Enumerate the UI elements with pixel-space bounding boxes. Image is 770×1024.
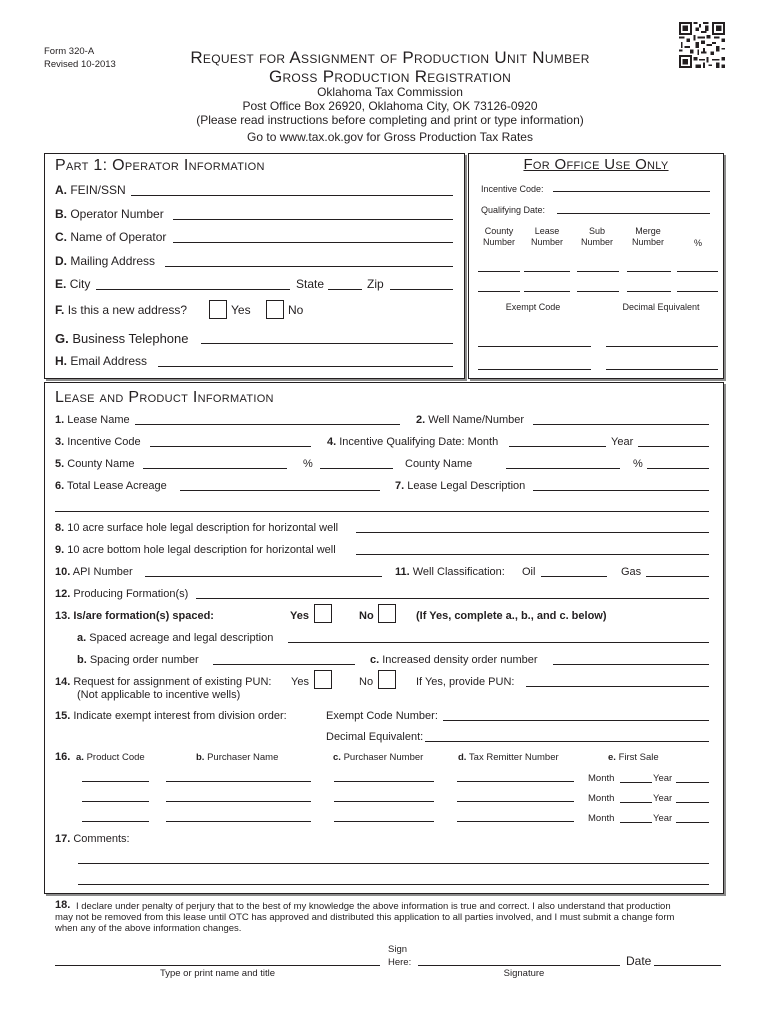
office-sub-number-field-2[interactable] [577, 291, 619, 292]
tax-remitter-field-1[interactable] [457, 781, 574, 782]
density-order-field[interactable] [553, 664, 709, 665]
well-name-field[interactable] [533, 424, 709, 425]
new-address-no-checkbox[interactable] [266, 300, 284, 319]
formations-spaced-no-checkbox[interactable] [378, 604, 396, 623]
provide-pun-label: If Yes, provide PUN: [416, 676, 515, 688]
office-decimal-equivalent-header: Decimal Equivalent [622, 302, 700, 312]
product-table-number: 16. [55, 751, 71, 763]
existing-pun-note: (Not applicable to incentive wells) [77, 689, 241, 701]
city-field[interactable] [96, 289, 290, 290]
formations-spaced-no-label: No [359, 610, 374, 622]
formations-spaced-yes-checkbox[interactable] [314, 604, 332, 623]
office-percent-field-2[interactable] [677, 291, 718, 292]
form-revised-date: Revised 10-2013 [44, 59, 116, 70]
purchaser-number-field-3[interactable] [334, 821, 434, 822]
legal-description-field-continued[interactable] [55, 511, 709, 512]
sign-here-label: Here: [388, 957, 412, 968]
api-number-label: 10. API Number [55, 566, 133, 578]
first-sale-month-label-3: Month [588, 813, 615, 824]
office-percent-field-1[interactable] [677, 271, 718, 272]
first-sale-month-field-2[interactable] [620, 802, 652, 803]
producing-formations-field[interactable] [196, 598, 709, 599]
county-name-label: 5. County Name [55, 458, 135, 470]
mailing-address-field[interactable] [165, 266, 453, 267]
lease-name-field[interactable] [135, 424, 400, 425]
email-label: H. Email Address [55, 354, 148, 368]
fein-field[interactable] [131, 195, 453, 196]
zip-label: Zip [367, 277, 384, 291]
printed-name-caption: Type or print name and title [159, 968, 276, 979]
office-exempt-code-field-1[interactable] [478, 346, 591, 347]
provide-pun-field[interactable] [526, 686, 709, 687]
new-address-no-label: No [288, 303, 304, 317]
first-sale-year-field-2[interactable] [676, 802, 709, 803]
fein-label: A. FEIN/SSN [55, 183, 126, 197]
date-field[interactable] [654, 965, 721, 966]
incentive-year-label: Year [611, 436, 634, 448]
office-incentive-code-field[interactable] [553, 191, 710, 192]
signature-field[interactable] [418, 965, 620, 966]
business-telephone-field[interactable] [201, 343, 453, 344]
formations-spaced-note: (If Yes, complete a., b., and c. below) [416, 610, 607, 622]
operator-name-field[interactable] [173, 242, 453, 243]
existing-pun-no-label: No [359, 676, 374, 688]
tax-website: Go to www.tax.ok.gov for Gross Production Tax Rates [247, 130, 533, 144]
total-acreage-label: 6. Total Lease Acreage [55, 480, 167, 492]
office-county-number-header: County Number [482, 226, 515, 247]
new-address-yes-label: Yes [231, 303, 251, 317]
incentive-year-field[interactable] [638, 446, 709, 447]
purchaser-number-header: c. Purchaser Number [333, 752, 424, 763]
exempt-code-number-label: Exempt Code Number: [326, 710, 438, 722]
product-code-field-2[interactable] [82, 801, 149, 802]
first-sale-year-field-3[interactable] [676, 822, 709, 823]
county-percent-2-label: % [633, 458, 643, 470]
purchaser-name-header: b. Purchaser Name [196, 752, 279, 763]
incentive-date-label: 4. Incentive Qualifying Date: Month [327, 436, 499, 448]
date-label: Date [626, 954, 652, 968]
office-qualifying-date-label: Qualifying Date: [481, 205, 546, 215]
state-label: State [296, 277, 325, 291]
office-percent-header: % [693, 238, 702, 248]
office-merge-number-header: Merge Number [631, 226, 664, 247]
spaced-acreage-field[interactable] [288, 642, 709, 643]
incentive-code-label: 3. Incentive Code [55, 436, 141, 448]
office-lease-number-field-2[interactable] [524, 291, 570, 292]
declaration-text-line2: may not be removed from this lease until OTC has approved and distributed this application to all parties involved, and I must submit a change form [55, 912, 675, 923]
comments-label: 17. Comments: [55, 833, 130, 845]
part1-title: Part 1: Operator Information [55, 157, 265, 174]
county-percent-2-field[interactable] [647, 468, 709, 469]
county-name-field[interactable] [143, 468, 287, 469]
declaration-text-line3: when any of the above information changes. [55, 923, 242, 934]
purchaser-number-field-2[interactable] [334, 801, 434, 802]
form-subtitle: Gross Production Registration [268, 67, 512, 86]
exempt-interest-label: 15. Indicate exempt interest from division order: [55, 710, 287, 722]
existing-pun-label: 14. Request for assignment of existing PUN: [55, 676, 272, 688]
email-field[interactable] [158, 366, 453, 367]
city-label: E. City [55, 277, 91, 291]
surface-hole-label: 8. 10 acre surface hole legal description for horizontal well [55, 522, 339, 534]
producing-formations-label: 12. Producing Formation(s) [55, 588, 189, 600]
first-sale-year-field-1[interactable] [676, 782, 709, 783]
existing-pun-yes-checkbox[interactable] [314, 670, 332, 689]
bottom-hole-label: 9. 10 acre bottom hole legal description for horizontal well [55, 544, 336, 556]
county-name-2-label: County Name [405, 458, 473, 470]
office-lease-number-field-1[interactable] [524, 271, 570, 272]
surface-hole-field[interactable] [356, 532, 709, 533]
purchaser-name-field-1[interactable] [166, 781, 311, 782]
formations-spaced-yes-label: Yes [290, 610, 309, 622]
first-sale-year-label-3: Year [653, 813, 673, 824]
office-use-title: For Office Use Only [523, 156, 669, 173]
form-instructions: (Please read instructions before completing and print or type information) [196, 113, 584, 127]
product-code-field-1[interactable] [82, 781, 149, 782]
declaration-number: 18. [55, 899, 71, 911]
api-number-field[interactable] [145, 576, 382, 577]
product-code-field-3[interactable] [82, 821, 149, 822]
mailing-address-label: D. Mailing Address [55, 254, 156, 268]
first-sale-header: e. First Sale [608, 752, 659, 763]
well-name-label: 2. Well Name/Number [416, 414, 525, 426]
existing-pun-no-checkbox[interactable] [378, 670, 396, 689]
legal-description-label: 7. Lease Legal Description [395, 480, 526, 492]
county-name-2-field[interactable] [506, 468, 620, 469]
formations-spaced-label: 13. Is/are formation(s) spaced: [55, 610, 214, 622]
oil-field[interactable] [541, 576, 607, 577]
office-lease-number-header: Lease Number [530, 226, 563, 247]
oil-label: Oil [522, 566, 536, 578]
purchaser-name-field-2[interactable] [166, 801, 311, 802]
office-county-number-field-1[interactable] [478, 271, 520, 272]
state-field[interactable] [328, 289, 362, 290]
office-exempt-code-header: Exempt Code [505, 302, 561, 312]
well-classification-label: 11. Well Classification: [395, 566, 505, 578]
office-decimal-equivalent-field-1[interactable] [606, 346, 718, 347]
office-merge-number-field-2[interactable] [627, 291, 671, 292]
bottom-hole-field[interactable] [356, 554, 709, 555]
first-sale-month-label-1: Month [588, 773, 615, 784]
total-acreage-field[interactable] [180, 490, 380, 491]
comments-field-1[interactable] [78, 863, 709, 864]
spacing-order-field[interactable] [213, 664, 355, 665]
purchaser-name-field-3[interactable] [166, 821, 311, 822]
incentive-code-field[interactable] [150, 446, 311, 447]
lease-section-title: Lease and Product Information [55, 389, 274, 406]
zip-field[interactable] [390, 289, 453, 290]
agency-address: Post Office Box 26920, Oklahoma City, OK 73126-0920 [242, 99, 538, 113]
tax-remitter-header: d. Tax Remitter Number [458, 752, 559, 763]
form-number: Form 320-A [44, 46, 95, 57]
office-decimal-equivalent-field-2[interactable] [606, 369, 718, 370]
sign-label: Sign [388, 944, 408, 955]
signature-caption: Signature [503, 968, 545, 979]
qr-code-icon [679, 22, 725, 68]
new-address-yes-checkbox[interactable] [209, 300, 227, 319]
declaration-text-line1: I declare under penalty of perjury that to the best of my knowledge the above information is true and correct. I also understand that production [76, 901, 671, 912]
spaced-acreage-label: a. Spaced acreage and legal description [77, 632, 274, 644]
office-incentive-code-label: Incentive Code: [481, 184, 544, 194]
decimal-equivalent-label: Decimal Equivalent: [326, 731, 424, 743]
county-percent-field[interactable] [320, 468, 393, 469]
lease-name-label: 1. Lease Name [55, 414, 130, 426]
first-sale-month-field-3[interactable] [620, 822, 652, 823]
agency-name: Oklahoma Tax Commission [317, 85, 463, 99]
spacing-order-label: b. Spacing order number [77, 654, 199, 666]
tax-remitter-field-2[interactable] [457, 801, 574, 802]
legal-description-field[interactable] [533, 490, 709, 491]
density-order-label: c. Increased density order number [370, 654, 538, 666]
operator-number-label: B. Operator Number [55, 207, 164, 221]
comments-field-2[interactable] [78, 884, 709, 885]
product-code-header: a. Product Code [76, 752, 145, 763]
existing-pun-yes-label: Yes [291, 676, 309, 688]
decimal-equivalent-field[interactable] [425, 741, 709, 742]
operator-name-label: C. Name of Operator [55, 230, 167, 244]
office-qualifying-date-field[interactable] [557, 213, 710, 214]
first-sale-month-label-2: Month [588, 793, 615, 804]
business-telephone-label: G. Business Telephone [55, 331, 189, 346]
office-sub-number-field-1[interactable] [577, 271, 619, 272]
office-sub-number-header: Sub Number [580, 226, 613, 247]
exempt-code-number-field[interactable] [443, 720, 709, 721]
printed-name-field[interactable] [55, 965, 380, 966]
first-sale-year-label-1: Year [653, 773, 673, 784]
office-county-number-field-2[interactable] [478, 291, 520, 292]
incentive-month-field[interactable] [509, 446, 606, 447]
first-sale-year-label-2: Year [653, 793, 673, 804]
purchaser-number-field-1[interactable] [334, 781, 434, 782]
tax-remitter-field-3[interactable] [457, 821, 574, 822]
county-percent-label: % [303, 458, 313, 470]
office-exempt-code-field-2[interactable] [478, 369, 591, 370]
gas-label: Gas [621, 566, 642, 578]
operator-number-field[interactable] [173, 219, 453, 220]
form-title: Request for Assignment of Production Unit Number [190, 48, 590, 67]
office-merge-number-field-1[interactable] [627, 271, 671, 272]
first-sale-month-field-1[interactable] [620, 782, 652, 783]
gas-field[interactable] [646, 576, 709, 577]
new-address-label: F. Is this a new address? [55, 303, 188, 317]
